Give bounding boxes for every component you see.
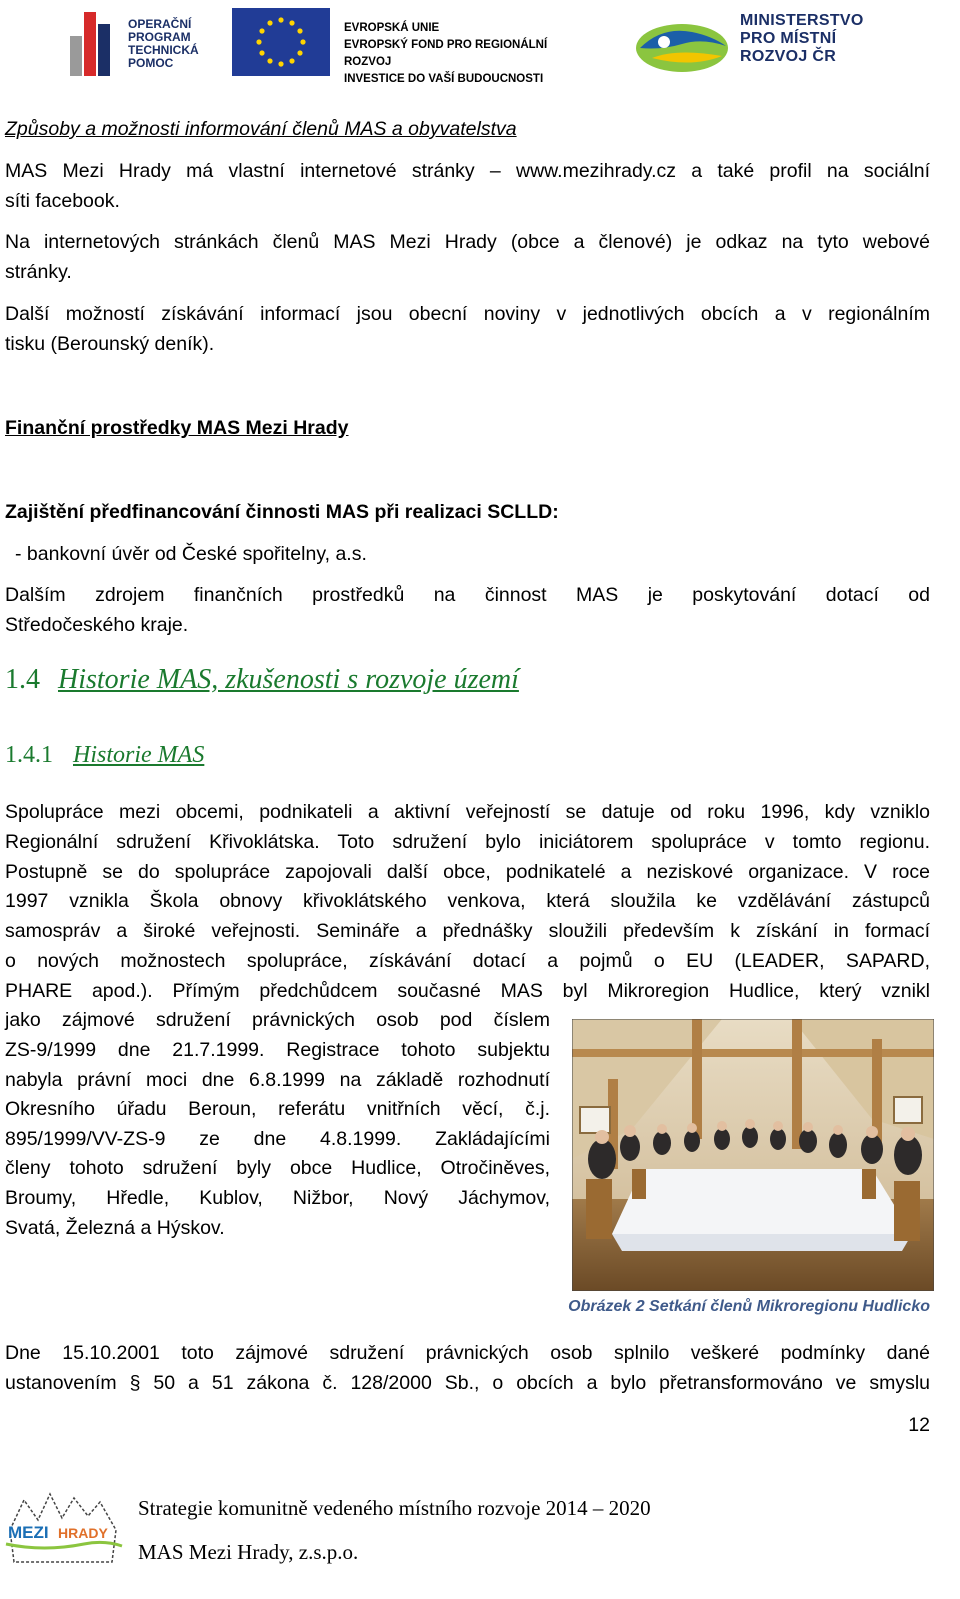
meeting-photo: [572, 1019, 934, 1291]
inform-p1-line2: síti facebook.: [5, 190, 120, 212]
svg-text:HRADY: HRADY: [58, 1525, 108, 1541]
inform-heading: Způsoby a možnosti informování členů MAS a obyvatelstva: [5, 118, 517, 140]
castle-outline-icon: [4, 1490, 124, 1570]
eu-logo: [232, 8, 592, 85]
header-logos: [0, 8, 960, 85]
finance-heading: Finanční prostředky MAS Mezi Hrady: [5, 417, 349, 439]
history-line: Spolupráce mezi obcemi, podnikateli a aktivní veřejností se datuje od roku 1996, kdy vzniklo: [5, 801, 930, 823]
inform-p2-line1: Na internetových stránkách členů MAS Mezi Hrady (obce a členové) je odkaz na tyto webové: [5, 231, 930, 253]
finance-subheading: Zajištění předfinancování činnosti MAS při realizaci SCLLD:: [5, 501, 559, 523]
eu-flag-icon: [232, 8, 330, 76]
heading-1-4-1-number: 1.4.1: [5, 742, 53, 768]
history-narrow-line: jako zájmové sdružení právnických osob pod číslem: [5, 1009, 550, 1031]
history-narrow-line: 895/1999/VV-ZS-9 ze dne 4.8.1999. Zakládajícími: [5, 1128, 550, 1150]
footer-strategy-title: Strategie komunitně vedeného místního rozvoje 2014 – 2020: [138, 1496, 651, 1520]
history-narrow-line: Broumy, Hředle, Kublov, Nižbor, Nový Jáchymov,: [5, 1187, 550, 1209]
footer: [0, 1490, 960, 1599]
mmr-emblem-icon: [632, 18, 732, 74]
history-line: Regionální sdružení Křivoklátska. Toto sdružení bylo iniciátorem spolupráce v tomto regionu.: [5, 831, 930, 853]
history-narrow-line: nabyla právní moci dne 6.8.1999 na základě rozhodnutí: [5, 1069, 550, 1091]
footer-organization: MAS Mezi Hrady, z.s.p.o.: [138, 1540, 359, 1564]
heading-1-4-number: 1.4: [5, 664, 40, 695]
photo-caption: Obrázek 2 Setkání členů Mikroregionu Hudlicko: [568, 1298, 930, 1315]
history-narrow-line: Svatá, Železná a Hýskov.: [5, 1217, 225, 1239]
mmr-logo: [632, 8, 892, 78]
inform-p1-line1: MAS Mezi Hrady má vlastní internetové stránky – www.mezihrady.cz a také profil na sociální: [5, 160, 930, 182]
optp-logo: [70, 8, 210, 78]
mmr-text: MINISTERSTVO PRO MÍSTNÍ ROZVOJ ČR: [740, 12, 864, 65]
history-after-line1: Dne 15.10.2001 toto zájmové sdružení právnických osob splnilo veškeré podmínky dané: [5, 1342, 930, 1364]
page-number: 12: [908, 1414, 930, 1436]
optp-bars-icon: [70, 12, 120, 76]
history-after-line2: ustanovením § 50 a 51 zákona č. 128/2000 Sb., o obcích a bylo přetransformováno ve smyslu: [5, 1372, 930, 1394]
inform-p3-line1: Další možností získávání informací jsou obecní noviny v jednotlivých obcích a v regionálním: [5, 303, 930, 325]
history-line: PHARE apod.). Přímým předchůdcem současné MAS byl Mikroregion Hudlice, který vznikl: [5, 980, 930, 1002]
finance-p-line2: Středočeského kraje.: [5, 614, 189, 636]
finance-bullet: - bankovní úvěr od České spořitelny, a.s.: [15, 543, 367, 565]
history-narrow-line: členy tohoto sdružení byly obce Hudlice, Otročiněves,: [5, 1157, 550, 1179]
finance-p-line1: Dalším zdrojem finančních prostředků na činnost MAS je poskytování dotací od: [5, 584, 930, 606]
mezi-hrady-logo: [4, 1490, 124, 1570]
optp-text: OPERAČNÍ PROGRAM TECHNICKÁ POMOC: [128, 17, 199, 70]
history-narrow-line: Okresního úřadu Beroun, referátu vnitřních věcí, č.j.: [5, 1098, 550, 1120]
heading-1-4-title: Historie MAS, zkušenosti s rozvoje území: [58, 664, 519, 695]
heading-1-4: [5, 664, 519, 696]
history-line: o nových možnostech spolupráce, získávání dotací a pojmů o EU (LEADER, SAPARD,: [5, 950, 930, 972]
history-line: samospráv a široké veřejnosti. Semináře a přednášky sloužili především k získání in formací: [5, 920, 930, 942]
history-line: Postupně se do spolupráce zapojovali další obce, podnikatelé a neziskové organizace. V roce: [5, 861, 930, 883]
eu-text: EVROPSKÁ UNIE EVROPSKÝ FOND PRO REGIONÁLNÍ ROZVOJ INVESTICE DO VAŠÍ BUDOUCNOSTI: [344, 22, 548, 85]
history-line: 1997 vznikla Škola obnovy křivoklátského venkova, která sloužila ke vzdělávání zástupců: [5, 890, 930, 912]
history-narrow-line: ZS-9/1999 dne 21.7.1999. Registrace tohoto subjektu: [5, 1039, 550, 1061]
inform-p3-line2: tisku (Berounský deník).: [5, 333, 215, 355]
heading-1-4-1: [5, 742, 204, 769]
inform-p2-line2: stránky.: [5, 261, 72, 283]
heading-1-4-1-title: Historie MAS: [73, 742, 205, 768]
svg-text:MEZI: MEZI: [8, 1523, 49, 1542]
